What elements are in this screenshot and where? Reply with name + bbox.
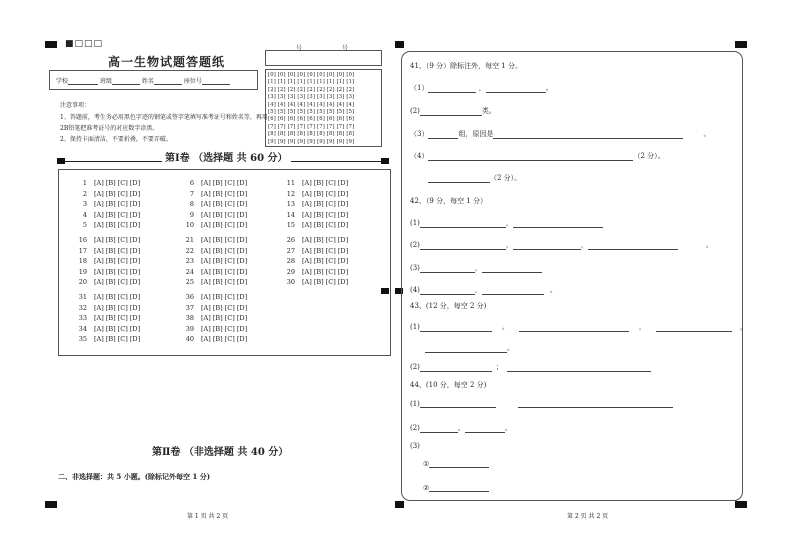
answer-options[interactable]: [A] [B] [C] [D]: [94, 257, 141, 265]
choice-question-row[interactable]: [184, 325, 251, 333]
notes-line: 2、保持卡面清洁，不要折叠，不要弄破。: [60, 136, 172, 143]
answer-blank[interactable]: [420, 220, 506, 228]
id-bubble-row[interactable]: [6] [6] [6] [6] [6] [6] [6] [6] [6]: [268, 116, 355, 123]
answer-blank[interactable]: [428, 153, 633, 161]
corner-mark: [735, 41, 747, 48]
choice-question-row[interactable]: [285, 257, 352, 265]
answer-options[interactable]: [A] [B] [C] [D]: [94, 179, 141, 187]
answer-blank[interactable]: [428, 131, 458, 139]
choice-question-row[interactable]: [184, 268, 251, 276]
answer-blank[interactable]: [519, 324, 629, 332]
choice-question-row[interactable]: [77, 211, 144, 219]
question-number: 35: [78, 335, 87, 343]
id-number-box[interactable]: [265, 45, 382, 66]
question-number: 13: [286, 200, 295, 208]
answer-blank[interactable]: [429, 460, 489, 468]
question-number: 15: [286, 221, 295, 229]
answer-blank[interactable]: [518, 400, 673, 408]
answer-blank[interactable]: [486, 85, 546, 93]
choice-question-row[interactable]: [285, 179, 352, 187]
choice-question-row[interactable]: [77, 221, 144, 229]
choice-question-row[interactable]: [184, 200, 251, 208]
question-number: 27: [286, 246, 295, 255]
question-number: 5: [82, 221, 87, 229]
choice-question-row[interactable]: [285, 268, 352, 276]
answer-options[interactable]: [A] [B] [C] [D]: [94, 236, 141, 244]
answer-blank[interactable]: [420, 265, 475, 273]
question-number: 34: [78, 324, 87, 333]
answer-options[interactable]: [A] [B] [C] [D]: [94, 221, 141, 229]
choice-question-row[interactable]: [184, 236, 251, 244]
answer-options[interactable]: [A] [B] [C] [D]: [94, 335, 141, 343]
id-bubble-row[interactable]: [0] [0] [0] [0] [0] [0] [0] [0] [0]: [268, 72, 355, 78]
part2-description: 二、非选择题：共 5 小题。(除标记外每空 1 分): [58, 472, 211, 481]
answer-blank[interactable]: [428, 85, 476, 93]
answer-blank[interactable]: [507, 364, 651, 372]
choice-question-row[interactable]: [77, 293, 144, 301]
question-number: 3: [82, 200, 87, 208]
q43-line1: (1) 。 ， ，: [410, 323, 747, 331]
page-footer: 第 1 页 共 2 页: [187, 513, 229, 520]
answer-options[interactable]: [A] [B] [C] [D]: [201, 189, 248, 198]
answer-options[interactable]: [A] [B] [C] [D]: [302, 189, 349, 198]
question-number: 10: [185, 221, 194, 229]
choice-question-row[interactable]: [77, 236, 144, 244]
answer-panel: [401, 51, 743, 501]
question-number: 1: [82, 179, 87, 187]
q41-line1: （1） ， 。: [410, 84, 553, 92]
choice-question-row[interactable]: [285, 211, 352, 219]
q41-line4: （4） （2 分）。: [410, 152, 665, 160]
question-number: 19: [78, 267, 87, 276]
question-number: 20: [78, 278, 87, 286]
q44-line2: (2) 。 。: [410, 424, 512, 432]
q43-line1b: 。: [425, 343, 514, 353]
choice-question-row[interactable]: [285, 221, 352, 229]
answer-options[interactable]: [A] [B] [C] [D]: [94, 314, 141, 322]
name-label: 姓名: [141, 78, 154, 85]
id-bubble-row[interactable]: [3] [3] [3] [3] [3] [3] [3] [3] [3]: [268, 94, 355, 101]
choice-question-row[interactable]: [184, 314, 251, 322]
answer-options[interactable]: [A] [B] [C] [D]: [302, 200, 349, 208]
question-number: 14: [286, 210, 295, 219]
answer-blank[interactable]: [420, 400, 496, 408]
answer-options[interactable]: [A] [B] [C] [D]: [201, 179, 248, 187]
q42-line4: (4) ， 。: [410, 286, 557, 294]
question-number: 11: [286, 179, 295, 187]
question-number: 24: [185, 267, 194, 276]
answer-blank[interactable]: [420, 242, 506, 250]
notes-line: 2B铅笔把准考证号的对应数字涂黑。: [60, 125, 159, 132]
choice-question-row[interactable]: [184, 211, 251, 219]
choice-question-row[interactable]: [77, 335, 144, 343]
answer-options[interactable]: [A] [B] [C] [D]: [201, 278, 248, 286]
name-field[interactable]: [154, 77, 182, 85]
answer-options[interactable]: [A] [B] [C] [D]: [201, 200, 248, 208]
answer-options[interactable]: [A] [B] [C] [D]: [94, 303, 141, 312]
corner-mark: [45, 41, 57, 48]
notes-line: 1、答题前，考生务必用黑色字迹的钢笔或签字笔填写准考证号和姓名等，再用: [60, 114, 268, 121]
choice-question-row[interactable]: [77, 190, 144, 198]
id-bubble-row[interactable]: [7] [7] [7] [7] [7] [7] [7] [7] [7]: [268, 123, 355, 130]
question-number: 17: [78, 246, 87, 255]
question-number: 31: [78, 293, 87, 301]
choice-question-row[interactable]: [184, 179, 251, 187]
q42-heading: 42、（9 分，每空 1 分）: [410, 197, 487, 205]
answer-blank[interactable]: [429, 484, 489, 492]
question-number: 4: [82, 210, 87, 219]
question-number: 8: [189, 200, 194, 208]
q42-line3: (3) ，: [410, 263, 542, 273]
answer-options[interactable]: [A] [B] [C] [D]: [94, 278, 141, 286]
id-head-mark: 号: [296, 45, 303, 52]
corner-mark: [395, 41, 404, 48]
page-footer: 第 2 页 共 2 页: [567, 513, 609, 520]
answer-options[interactable]: [A] [B] [C] [D]: [94, 293, 141, 301]
question-number: 21: [185, 236, 194, 244]
answer-options[interactable]: [A] [B] [C] [D]: [302, 236, 349, 244]
q44-line3: (3): [410, 442, 420, 450]
question-number: 12: [286, 189, 295, 198]
question-number: 37: [185, 303, 194, 312]
answer-options[interactable]: [A] [B] [C] [D]: [201, 221, 248, 229]
choice-question-row[interactable]: [77, 179, 144, 187]
part2-title: 第Ⅱ卷 （非选择题 共 40 分）: [152, 447, 289, 458]
page-title: 高一生物试题答题纸: [108, 55, 226, 69]
answer-options[interactable]: [A] [B] [C] [D]: [201, 324, 248, 333]
question-number: 23: [185, 257, 194, 265]
choice-question-row[interactable]: [77, 247, 144, 255]
q43-line2: (2) ；: [410, 362, 651, 372]
choice-question-row[interactable]: [285, 278, 352, 286]
question-number: 6: [189, 179, 194, 187]
question-number: 22: [185, 246, 194, 255]
seat-label: 座位号: [183, 78, 202, 85]
q44-heading: 44、(10 分，每空 2 分): [410, 381, 487, 389]
choice-question-row[interactable]: [77, 325, 144, 333]
corner-mark: [45, 501, 57, 508]
choice-question-row[interactable]: [285, 247, 352, 255]
choice-answer-box[interactable]: [58, 169, 391, 356]
school-label: 学校: [56, 78, 69, 85]
choice-question-row[interactable]: [77, 257, 144, 265]
answer-blank[interactable]: [513, 242, 581, 250]
class-field[interactable]: [112, 77, 140, 85]
answer-blank[interactable]: [465, 425, 505, 433]
choice-question-row[interactable]: [184, 247, 251, 255]
answer-blank[interactable]: [493, 131, 683, 139]
answer-options[interactable]: [A] [B] [C] [D]: [302, 221, 349, 229]
answer-options[interactable]: [A] [B] [C] [D]: [94, 189, 141, 198]
choice-question-row[interactable]: [184, 293, 251, 301]
answer-options[interactable]: [A] [B] [C] [D]: [302, 210, 349, 219]
id-bubble-row[interactable]: [5] [5] [5] [5] [5] [5] [5] [5] [5]: [268, 109, 355, 116]
question-number: 32: [78, 303, 87, 312]
answer-options[interactable]: [A] [B] [C] [D]: [302, 257, 349, 265]
class-label: 班级: [99, 78, 112, 85]
header-boxes: ■□□□: [65, 39, 104, 49]
q41-line3: （3） 组，原因是 。: [410, 130, 711, 138]
q41-heading: 41、（9 分）除标注外，每空 1 分。: [410, 62, 522, 70]
answer-options[interactable]: [A] [B] [C] [D]: [201, 293, 248, 301]
question-number: 28: [286, 257, 295, 265]
answer-blank[interactable]: [420, 425, 458, 433]
answer-options[interactable]: [A] [B] [C] [D]: [201, 257, 248, 265]
corner-mark: [735, 501, 747, 508]
question-number: 25: [185, 278, 194, 286]
q44-item1: ①: [423, 460, 489, 468]
answer-options[interactable]: [A] [B] [C] [D]: [302, 179, 349, 187]
answer-blank[interactable]: [656, 324, 732, 332]
id-bubble-row[interactable]: [9] [9] [9] [9] [9] [9] [9] [9] [9]: [268, 138, 355, 145]
choice-question-row[interactable]: [77, 304, 144, 312]
answer-blank[interactable]: [420, 324, 492, 332]
answer-blank[interactable]: [428, 175, 490, 183]
question-number: 29: [286, 267, 295, 276]
choice-question-row[interactable]: [77, 200, 144, 208]
answer-blank[interactable]: [482, 265, 542, 273]
q42-line2: (2) ， ， 。: [410, 241, 713, 249]
answer-options[interactable]: [A] [B] [C] [D]: [94, 246, 141, 255]
question-number: 38: [185, 314, 194, 322]
q43-heading: 43、(12 分，每空 2 分): [410, 302, 487, 310]
id-bubble-row[interactable]: [8] [8] [8] [8] [8] [8] [8] [8] [8]: [268, 131, 355, 138]
id-bubble-row[interactable]: [2] [2] [2] [2] [2] [2] [2] [2] [2]: [268, 86, 355, 93]
q41-line2: (2) 类。: [410, 107, 496, 115]
choice-question-row[interactable]: [77, 278, 144, 286]
q44-line1: (1): [410, 400, 673, 408]
answer-options[interactable]: [A] [B] [C] [D]: [201, 303, 248, 312]
choice-question-row[interactable]: [184, 335, 251, 343]
question-number: 30: [286, 278, 295, 286]
answer-options[interactable]: [A] [B] [C] [D]: [94, 200, 141, 208]
school-field[interactable]: [68, 77, 98, 85]
notes-heading: 注意事项：: [60, 102, 91, 109]
answer-blank[interactable]: [420, 287, 475, 295]
choice-question-row[interactable]: [184, 278, 251, 286]
id-bubble-row[interactable]: [1] [1] [1] [1] [1] [1] [1] [1] [1]: [268, 79, 355, 86]
answer-blank[interactable]: [513, 220, 603, 228]
choice-question-row[interactable]: [77, 314, 144, 322]
answer-options[interactable]: [A] [B] [C] [D]: [201, 335, 248, 343]
question-number: 40: [185, 335, 194, 343]
question-number: 39: [185, 324, 194, 333]
id-head-mark: 号: [342, 45, 349, 52]
question-number: 18: [78, 257, 87, 265]
choice-question-row[interactable]: [285, 190, 352, 198]
student-info-box: [49, 70, 258, 90]
question-number: 2: [82, 189, 87, 198]
choice-question-row[interactable]: [184, 190, 251, 198]
answer-options[interactable]: [A] [B] [C] [D]: [201, 314, 248, 322]
timing-mark: [57, 158, 65, 164]
id-bubble-grid[interactable]: [265, 69, 382, 147]
choice-question-row[interactable]: [77, 268, 144, 276]
answer-options[interactable]: [A] [B] [C] [D]: [94, 267, 141, 276]
seat-field[interactable]: [202, 77, 230, 85]
choice-question-row[interactable]: [285, 200, 352, 208]
answer-options[interactable]: [A] [B] [C] [D]: [302, 278, 349, 286]
q41-line5: （2 分）。: [428, 173, 521, 183]
part1-title: 第Ⅰ卷 （选择题 共 60 分）: [162, 149, 291, 164]
corner-mark: [395, 501, 404, 508]
choice-question-row[interactable]: [184, 257, 251, 265]
answer-options[interactable]: [A] [B] [C] [D]: [201, 267, 248, 276]
choice-question-row[interactable]: [285, 236, 352, 244]
answer-options[interactable]: [A] [B] [C] [D]: [302, 246, 349, 255]
answer-options[interactable]: [A] [B] [C] [D]: [94, 324, 141, 333]
q44-item2: ②: [423, 484, 489, 492]
answer-blank[interactable]: [420, 108, 482, 116]
answer-options[interactable]: [A] [B] [C] [D]: [94, 210, 141, 219]
q42-line1: (1) ，: [410, 218, 603, 228]
answer-blank[interactable]: [482, 287, 544, 295]
answer-options[interactable]: [A] [B] [C] [D]: [201, 246, 248, 255]
choice-question-row[interactable]: [184, 221, 251, 229]
answer-blank[interactable]: [588, 242, 678, 250]
timing-mark: [381, 158, 389, 164]
answer-options[interactable]: [A] [B] [C] [D]: [201, 210, 248, 219]
choice-question-row[interactable]: [184, 304, 251, 312]
question-number: 9: [189, 210, 194, 219]
id-bubble-row[interactable]: [4] [4] [4] [4] [4] [4] [4] [4] [4]: [268, 101, 355, 108]
answer-blank[interactable]: [420, 364, 492, 372]
question-number: 36: [185, 293, 194, 301]
answer-options[interactable]: [A] [B] [C] [D]: [201, 236, 248, 244]
answer-options[interactable]: [A] [B] [C] [D]: [302, 267, 349, 276]
answer-blank[interactable]: [425, 345, 507, 353]
question-number: 33: [78, 314, 87, 322]
question-number: 16: [78, 236, 87, 244]
question-number: 26: [286, 236, 295, 244]
question-number: 7: [189, 189, 194, 198]
